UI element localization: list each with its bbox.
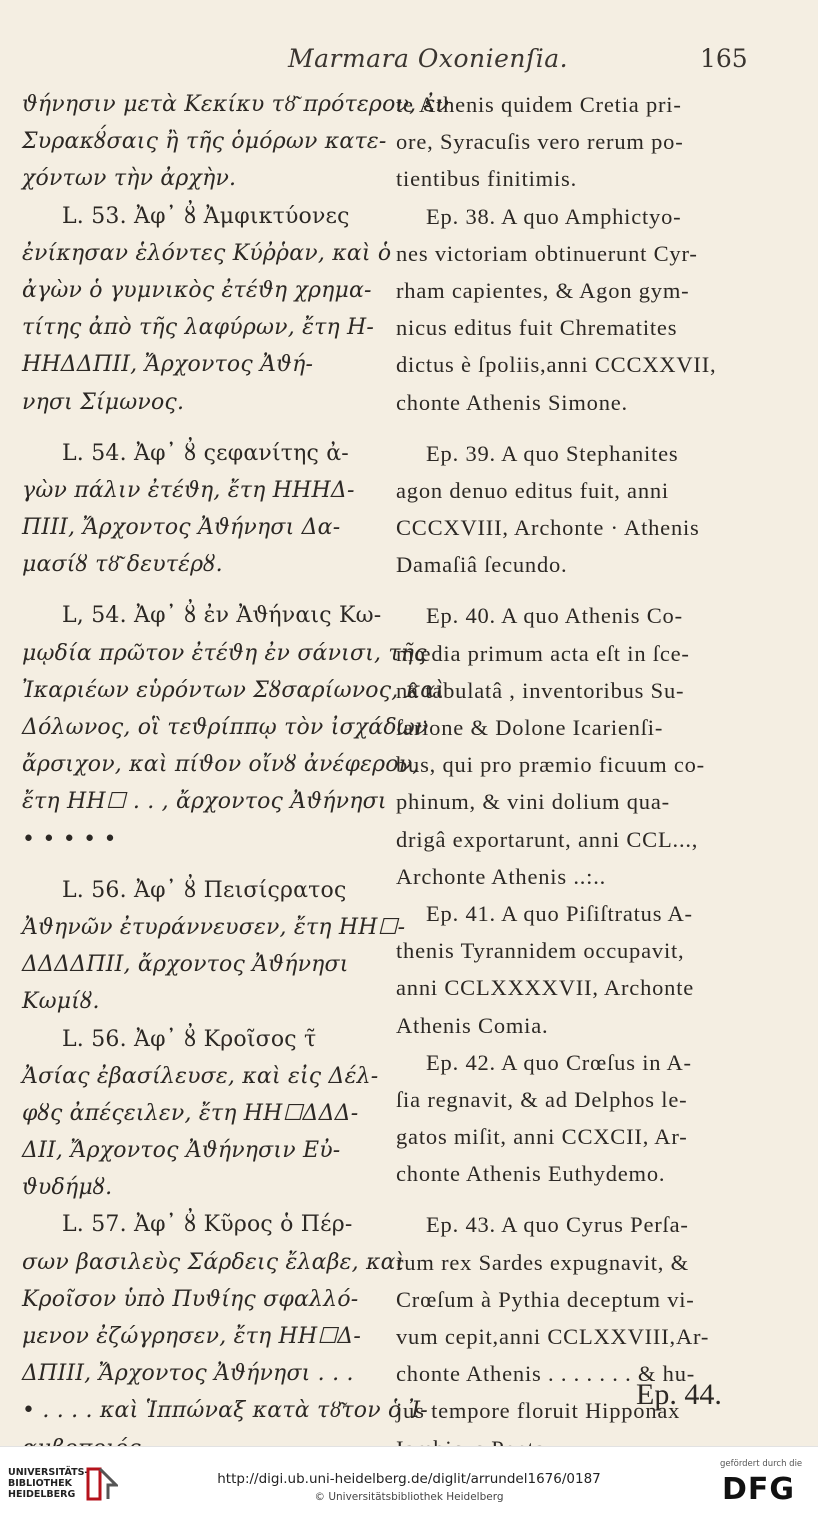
page-number: 165 [700, 44, 748, 73]
text-line: ΠΙΙΙ, Ἄρχοντος Ἀϑήνησι Δα- [22, 515, 341, 541]
text-line: L. 56. Ἀφ᾽ ȣ̓ Κροῖσος τ̃ [62, 1026, 317, 1052]
text-line: ἐνίκησαν ἑλόντες Κύῤῥαν, καὶ ὁ [22, 240, 392, 266]
text-line: Ἀσίας ἐβασίλευσε, καὶ εἰς Δέλ- [22, 1063, 379, 1089]
text-line: dictus è ſpoliis,anni CCCXXVII, [396, 352, 717, 378]
paragraph-gap [396, 583, 748, 597]
text-line: L. 54. Ἀφ᾽ ȣ̓ ςεφανίτης ἀ- [62, 440, 349, 466]
text-line: Κροῖσον ὑπὸ Πυϑίης σφαλλό- [22, 1286, 359, 1312]
paragraph-gap [22, 858, 382, 872]
text-line: Ep. 40. A quo Athenis Co- [426, 603, 683, 629]
text-line: phinum, & vini dolium qua- [396, 789, 670, 815]
text-line: Damaſiâ ſecundo. [396, 552, 568, 578]
text-line: τίτης ἀπὸ τῆς λαφύρων, ἔτη Η- [22, 315, 375, 341]
text-line: L. 56. Ἀφ᾽ ȣ̓ Πεισίςρατος [62, 877, 347, 903]
text-line: nâ tabulatâ , inventoribus Su- [396, 677, 685, 703]
greek-column [22, 86, 450, 1467]
text-line: drigâ exportarunt, anni CCL..., [396, 826, 699, 852]
text-line: ΔΠΙΙΙ, Ἄρχοντος Ἀϑήνησι . . . [22, 1361, 354, 1387]
catchword: Ep. 44. [636, 1378, 722, 1411]
text-line: ἀγὼν ὁ γυμνικὸς ἐτέϑη χρημα- [22, 277, 372, 303]
text-line: CCCXVIII, Archonte · Athenis [396, 515, 700, 541]
text-line: thenis Tyrannidem occupavit, [396, 938, 685, 964]
text-line: ΔΔΔΔΠΙΙ, ἄρχοντος Ἀϑήνησι [22, 952, 349, 978]
text-line: νησι Σίμωνος. [22, 389, 185, 415]
library-name: UNIVERSITÄTS- BIBLIOTHEK HEIDELBERG [8, 1467, 89, 1500]
text-line: • . . . . καὶ Ἱππώναξ κατὰ τȣ͂τον ὁ Ἰ- [22, 1398, 428, 1424]
text-line: nes victoriam obtinuerunt Cyr- [396, 240, 698, 266]
text-line: L. 57. Ἀφ᾽ ȣ̓ Κῦρος ὁ Πέρ- [62, 1212, 353, 1238]
paragraph-gap [396, 1192, 748, 1206]
text-line: agon denuo editus fuit, anni [396, 477, 669, 503]
paragraph-gap [396, 421, 748, 435]
text-line: σων βασιλεὺς Σάρδεις ἔλαβε, καὶ [22, 1249, 405, 1275]
text-line: Crœſum à Pythia deceptum vi- [396, 1286, 695, 1312]
text-line: anni CCLXXXXVII, Archonte [396, 975, 695, 1001]
text-line: • • • • • [22, 826, 117, 852]
text-line: μενον ἐζώγρησεν, ἔτη ΗΗ☐Δ- [22, 1324, 361, 1349]
text-line: Ἰκαριέων εὑρόντων Σȣσαρίωνος, καὶ [22, 677, 445, 703]
text-line: μασίȣ τȣ͂ δευτέρȣ. [22, 552, 223, 578]
paragraph-gap [22, 583, 382, 597]
text-line: jus tempore floruit Hipponax [396, 1398, 681, 1424]
text-line: chonte Athenis Simone. [396, 389, 628, 415]
text-line: rham capientes, & Agon gym- [396, 277, 690, 303]
text-line: rum rex Sardes expugnavit, & [396, 1249, 689, 1275]
text-line: ore, Syracuſis vero rerum po- [396, 129, 684, 155]
text-line: vum cepit,anni CCLXXVIII,Ar- [396, 1324, 710, 1349]
text-line: Ep. 38. A quo Amphictyo- [426, 203, 682, 229]
text-line: ἔτη ΗΗ☐ . . , ἄρχοντος Ἀϑήνησι [22, 789, 387, 815]
text-line: te Athenis quidem Cretia pri- [396, 92, 682, 117]
text-line: Κωμίȣ. [22, 989, 100, 1015]
running-head [0, 44, 818, 80]
text-line: gatos miſit, anni CCXCII, Ar- [396, 1124, 688, 1150]
text-line: Athenis Comia. [396, 1012, 549, 1038]
text-line: mœdia primum acta eſt in ſce- [396, 640, 690, 666]
text-line: γὼν πάλιν ἐτέϑη, ἔτη ΗΗΗΔ- [22, 477, 355, 503]
text-line: tientibus finitimis. [396, 166, 578, 192]
text-line: Ep. 39. A quo Stephanites [426, 440, 679, 466]
text-line: Archonte Athenis ..:.. [396, 863, 607, 889]
paragraph-gap [22, 421, 382, 435]
dfg-logo[interactable]: DFG [722, 1472, 796, 1507]
text-line: ϑήνησιν μετὰ Κεκίκυ τȣ͂ πρότερον, ἐν [22, 92, 450, 117]
text-line: L. 53. Ἀφ᾽ ȣ̓ Ἀμφικτύονες [62, 203, 350, 229]
text-line: chonte Athenis . . . . . . . & hu- [396, 1361, 696, 1387]
text-line: ἄρσιχον, καὶ πίϑον οἴνȣ ἀνέφερον, [22, 752, 420, 778]
text-line: χόντων τὴν ἀρχὴν. [22, 166, 237, 192]
running-title: Marmara Oxonienſia. [288, 44, 569, 73]
text-line: ſia regnavit, & ad Delphos le- [396, 1086, 688, 1112]
text-line: bus, qui pro præmio ficuum co- [396, 752, 705, 778]
text-line: Ep. 41. A quo Piſiſtratus A- [426, 900, 693, 926]
text-line: Δόλωνος, οἳ τεϑρίππῳ τὸν ἰσχάδων [22, 715, 429, 740]
text-line: chonte Athenis Euthydemo. [396, 1161, 666, 1187]
text-line: L, 54. Ἀφ᾽ ȣ̓ ἐν Ἀϑήναις Κω- [62, 603, 382, 629]
text-line: φȣς ἀπέςειλεν, ἔτη ΗΗ☐ΔΔΔ- [22, 1100, 359, 1126]
text-line: Ep. 42. A quo Crœſus in A- [426, 1049, 692, 1075]
dfg-caption: gefördert durch die [720, 1459, 803, 1469]
permalink-url[interactable]: http://digi.ub.uni-heidelberg.de/diglit/arrundel1676/0187 [217, 1471, 601, 1487]
text-line: ſarione & Dolone Icarienſi- [396, 715, 664, 740]
text-line: Ἀϑηνῶν ἐτυράννευσεν, ἔτη ΗΗ☐- [22, 914, 406, 940]
text-line: ΗΗΔΔΠΙΙ, Ἄρχοντος Ἀϑή- [22, 352, 314, 378]
text-line: Ep. 43. A quo Cyrus Perſa- [426, 1212, 689, 1238]
copyright-notice: © Universitätsbibliothek Heidelberg [314, 1491, 504, 1503]
text-line: Συρακȣ́σαις ἢ τῆς ὁμόρων κατε- [22, 129, 387, 155]
text-line: ΔΙΙ, Ἄρχοντος Ἀϑήνησιν Εὐ- [22, 1138, 341, 1164]
latin-column [396, 86, 748, 1467]
text-line: μῳδία πρῶτον ἐτέϑη ἐν σάνισι, τῆς [22, 640, 427, 666]
text-line: nicus editus fuit Chrematites [396, 315, 678, 341]
footer-bar [0, 1446, 818, 1519]
text-line: ϑυδήμȣ. [22, 1175, 113, 1201]
